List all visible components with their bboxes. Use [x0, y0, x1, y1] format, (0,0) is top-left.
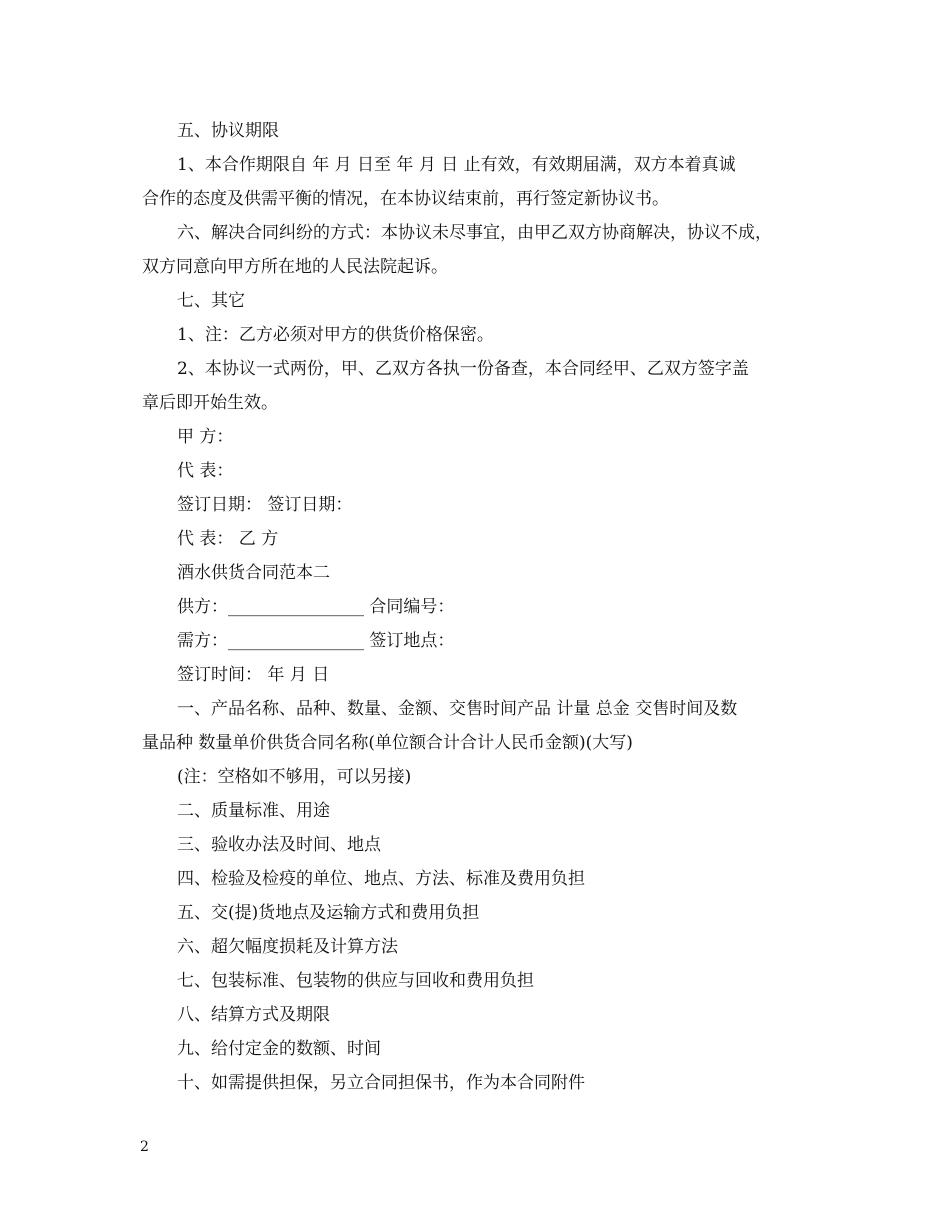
- contract-title: 酒水供货合同范本二: [177, 563, 330, 583]
- paragraph-line: 1、注：乙方必须对甲方的供货价格保密。: [177, 325, 494, 345]
- section-heading-other: 七、其它: [177, 291, 245, 311]
- paragraph-line: 2、本协议一式两份，甲、乙双方各执一份备查，本合同经甲、乙双方签字盖: [177, 359, 749, 379]
- clause-line: 二、质量标准、用途: [177, 801, 330, 821]
- signature-field: 代 表： 乙 方: [177, 529, 279, 549]
- form-field-line: 供方：________________ 合同编号：: [177, 597, 455, 617]
- clause-line: 三、验收办法及时间、地点: [177, 835, 381, 855]
- clause-line: 四、检验及检疫的单位、地点、方法、标准及费用负担: [177, 869, 585, 889]
- paragraph-line: 1、本合作期限自 年 月 日至 年 月 日 止有效，有效期届满，双方本着真诚: [177, 155, 736, 175]
- paragraph-line: 合作的态度及供需平衡的情况，在本协议结束前，再行签定新协议书。: [142, 189, 669, 209]
- clause-line: 十、如需提供担保，另立合同担保书，作为本合同附件: [177, 1073, 585, 1093]
- form-field-line: 签订时间： 年 月 日: [177, 665, 330, 685]
- page-number: 2: [140, 1139, 149, 1155]
- clause-line: 六、超欠幅度损耗及计算方法: [177, 937, 398, 957]
- clause-line: 八、结算方式及期限: [177, 1005, 330, 1025]
- paragraph-line: 双方同意向甲方所在地的人民法院起诉。: [142, 257, 448, 277]
- form-field-line: 需方：________________ 签订地点：: [177, 631, 455, 651]
- signature-field: 代 表：: [177, 461, 234, 481]
- paragraph-line: 一、产品名称、品种、数量、金额、交售时间产品 计量 总金 交售时间及数: [177, 699, 738, 719]
- note-line: (注：空格如不够用，可以另接): [177, 767, 412, 787]
- section-heading-agreement-term: 五、协议期限: [177, 121, 279, 141]
- clause-line: 九、给付定金的数额、时间: [177, 1039, 381, 1059]
- paragraph-line: 量品种 数量单价供货合同名称(单位额合计合计人民币金额)(大写): [142, 733, 633, 753]
- clause-line: 七、包装标准、包装物的供应与回收和费用负担: [177, 971, 534, 991]
- signature-field: 签订日期： 签订日期：: [177, 495, 353, 515]
- signature-field: 甲 方：: [177, 427, 234, 447]
- clause-line: 五、交(提)货地点及运输方式和费用负担: [177, 903, 480, 923]
- paragraph-line: 章后即开始生效。: [142, 393, 278, 413]
- paragraph-line: 六、解决合同纠纷的方式：本协议未尽事宜，由甲乙双方协商解决，协议不成，: [177, 223, 772, 243]
